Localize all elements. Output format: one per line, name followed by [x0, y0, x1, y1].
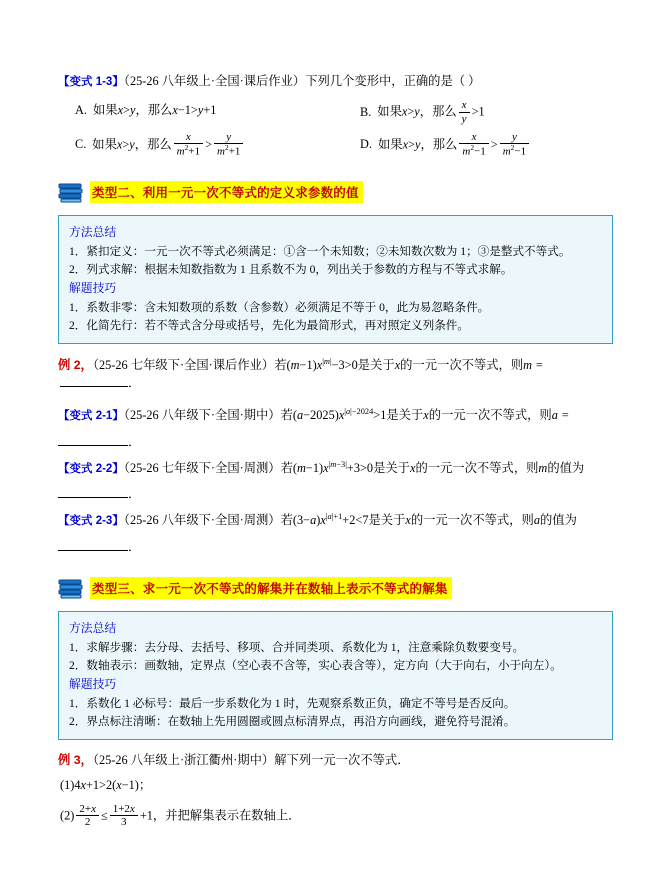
option-c-prefix: 如果	[92, 137, 117, 152]
variant-tag: 【变式 2-1】	[58, 409, 124, 422]
item-1-expression: 4x+1>2(x−1)	[74, 777, 139, 792]
method-summary-box-2	[58, 215, 613, 344]
item-2-tail-expr: +1	[139, 808, 153, 823]
example-3-source: （25-26 八年级上·浙江衢州·期中）	[92, 753, 275, 768]
option-b-text: 如果x>y，那么 $\frac{x}{y}$ >1	[377, 99, 485, 125]
option-c-text: 如果x>y，那么 $\frac{x}{m^2+1}$ > $\frac{y}{m^2+1}$	[92, 132, 245, 159]
example-2-text-b: 是关于	[357, 358, 395, 373]
option-b-fraction: $\frac{x}{y}$	[459, 99, 470, 125]
variant-text-d: 的值为	[539, 513, 577, 528]
variant-2-3	[58, 510, 613, 531]
method-title-1: 方法总结	[69, 621, 117, 636]
answer-blank[interactable]	[60, 375, 128, 387]
item-2-fraction-2: $\frac{1+2x}{3}$	[110, 803, 138, 829]
variant-text-c: 的一元一次不等式，则	[428, 407, 552, 422]
variant-var: x	[405, 513, 411, 528]
option-a-prefix: 如果	[92, 103, 118, 118]
option-b	[360, 100, 610, 126]
variant-tag: 【变式 2-3】	[58, 515, 124, 528]
variant-source: （25-26 八年级下·全国·期中）	[123, 407, 281, 422]
option-c	[58, 132, 360, 159]
option-b-prefix: 如果	[377, 104, 402, 119]
item-2-number: (2)	[60, 808, 75, 823]
section-3-title: 类型三、求一元一次不等式的解集并在数轴上表示不等式的解集	[90, 577, 452, 599]
option-c-label: C.	[75, 137, 87, 152]
variant-answer-var: a =	[551, 407, 570, 422]
method-title-2: 解题技巧	[69, 677, 117, 692]
variant-answer-var: m	[538, 460, 548, 475]
answer-blank[interactable]	[58, 486, 128, 498]
variant-2-2-answer-line	[58, 484, 613, 502]
option-b-mid: ，那么	[419, 104, 457, 119]
section-heading-2	[58, 181, 613, 203]
variant-2-2-expression: $(m-1)x^{|m-3|}+3>0$	[292, 459, 374, 475]
option-b-label: B.	[360, 104, 372, 119]
example-2-expression: $(m-1)x^{|m|}-3>0$	[286, 357, 358, 373]
example-3-label: 例 3，	[58, 753, 93, 768]
option-d-mid: ，那么	[420, 137, 458, 152]
method-line: 2．界点标注清晰：在数轴上先用圆圈或圆点标清界点，再沿方向画线，避免符号混淆。	[69, 715, 516, 729]
variant-text-d: 的值为	[547, 460, 585, 475]
item-2-tail-text: ，并把解集表示在数轴上．	[152, 808, 301, 823]
variant-text-a: 若	[280, 513, 293, 528]
variant-2-1-expression: $(a-2025)x^{|a|-2024}>1$	[292, 406, 387, 422]
variant-source: （25-26 七年级下·全国·周测）	[123, 460, 281, 475]
option-c-fraction-2: $\frac{y}{m^2+1}$	[214, 131, 243, 158]
option-row-ab	[58, 100, 613, 126]
variant-text-b: 是关于	[386, 407, 424, 422]
option-a-mid: ，那么	[135, 103, 173, 118]
example-3-item-1	[58, 776, 613, 796]
option-d-fraction-1: $\frac{x}{m^2-1}$	[459, 131, 488, 158]
variant-var: x	[423, 407, 429, 422]
variant-text-b: 是关于	[373, 460, 410, 475]
example-2-answer-var: m =	[523, 358, 544, 373]
example-3-item-2: (2) $\frac{2+x}{2}$ ≤ $\frac{1+2x}{3}$ +1，并把解集表示在数轴上．	[60, 802, 301, 828]
variant-period: ．	[128, 434, 141, 449]
variant-text-a: 若	[280, 460, 293, 475]
option-c-mid: ，那么	[134, 137, 172, 152]
variant-2-2	[58, 458, 613, 479]
page-content	[58, 72, 613, 837]
variant-var: x	[409, 460, 416, 475]
option-a-label: A.	[75, 103, 87, 118]
option-d	[360, 132, 610, 159]
variant-period: ．	[128, 540, 141, 555]
option-c-fraction-1: $\frac{x}{m^2+1}$	[174, 131, 203, 158]
method-line: 1．求解步骤：去分母、去括号、移项、合并同类项、系数化为 1，注意乘除负数要变号。	[69, 641, 525, 655]
method-summary-box-3	[58, 611, 613, 740]
variant-stem: 下列几个变形中，正确的是（ ）	[305, 74, 481, 88]
answer-blank[interactable]	[58, 539, 128, 551]
books-icon	[58, 181, 84, 203]
example-2	[58, 356, 613, 393]
variant-answer-var: a	[533, 513, 540, 528]
method-line: 2．列式求解：根据未知数指数为 1 且系数不为 0，列出关于参数的方程与不等式求解。	[69, 263, 513, 277]
option-a	[58, 100, 360, 126]
option-d-text: 如果x>y，那么 $\frac{x}{m^2-1}$ > $\frac{y}{m^2-1}$	[378, 132, 531, 159]
option-d-label: D.	[360, 137, 372, 152]
example-2-text-a: 若	[274, 358, 287, 373]
method-line: 1．紧扣定义：一元一次不等式必须满足：①含一个未知数；②未知数次数为 1；③是整式不等式。	[69, 245, 571, 259]
variant-text-c: 的一元一次不等式，则	[415, 460, 539, 475]
problem-variant-1-3	[58, 72, 613, 91]
books-icon	[58, 577, 84, 599]
variant-text-b: 是关于	[368, 513, 406, 528]
option-d-prefix: 如果	[377, 137, 403, 152]
item-1-number: (1)	[60, 777, 75, 792]
method-title-2: 解题技巧	[69, 281, 117, 296]
example-3-text: 解下列一元一次不等式．	[274, 753, 410, 768]
variant-text-a: 若	[280, 407, 293, 422]
section-heading-3	[58, 577, 613, 599]
variant-period: ．	[128, 487, 141, 502]
variant-2-1	[58, 405, 613, 426]
item-2-fraction-1: $\frac{2+x}{2}$	[76, 803, 99, 829]
method-line: 1．系数非零：含未知数项的系数（含参数）必须满足不等于 0，此为易忽略条件。	[69, 301, 490, 315]
variant-text-c: 的一元一次不等式，则	[410, 513, 534, 528]
example-3	[58, 752, 613, 770]
method-line: 2．数轴表示：画数轴，定界点（空心表不含等，实心表含等），定方向（大于向右，小于向左）。	[69, 659, 562, 673]
variant-source: （25-26 八年级上·全国·课后作业）	[123, 74, 306, 88]
variant-2-3-answer-line	[58, 537, 613, 555]
item-1-tail: ；	[138, 777, 152, 792]
example-2-var: x	[394, 358, 401, 373]
method-line: 2．化简先行：若不等式含分母或括号，先化为最简形式，再对照定义列条件。	[69, 319, 469, 333]
option-row-cd	[58, 132, 613, 159]
option-a-text: 如果x>y，那么x−1>y+1	[92, 103, 217, 118]
method-line: 1．系数化 1 必标号：最后一步系数化为 1 时，先观察系数正负，确定不等号是否反向。	[69, 697, 516, 711]
example-2-text-c: 的一元一次不等式，则	[400, 358, 524, 373]
variant-source: （25-26 八年级下·全国·周测）	[123, 513, 281, 528]
section-2-title: 类型二、利用一元一次不等式的定义求参数的值	[90, 181, 363, 203]
variant-tag: 【变式 2-2】	[58, 462, 124, 475]
variant-2-1-answer-line	[58, 432, 613, 450]
answer-blank[interactable]	[58, 434, 128, 446]
option-d-fraction-2: $\frac{y}{m^2-1}$	[500, 131, 529, 158]
variant-tag: 【变式 1-3】	[58, 76, 124, 88]
example-2-source: （25-26 七年级下·全国·课后作业）	[92, 358, 275, 373]
method-title-1: 方法总结	[69, 225, 117, 240]
variant-2-3-expression: $(3-a)x^{|a|+1}+2<7$	[292, 512, 369, 528]
example-2-label: 例 2，	[58, 358, 93, 373]
example-2-period: ．	[128, 376, 141, 391]
